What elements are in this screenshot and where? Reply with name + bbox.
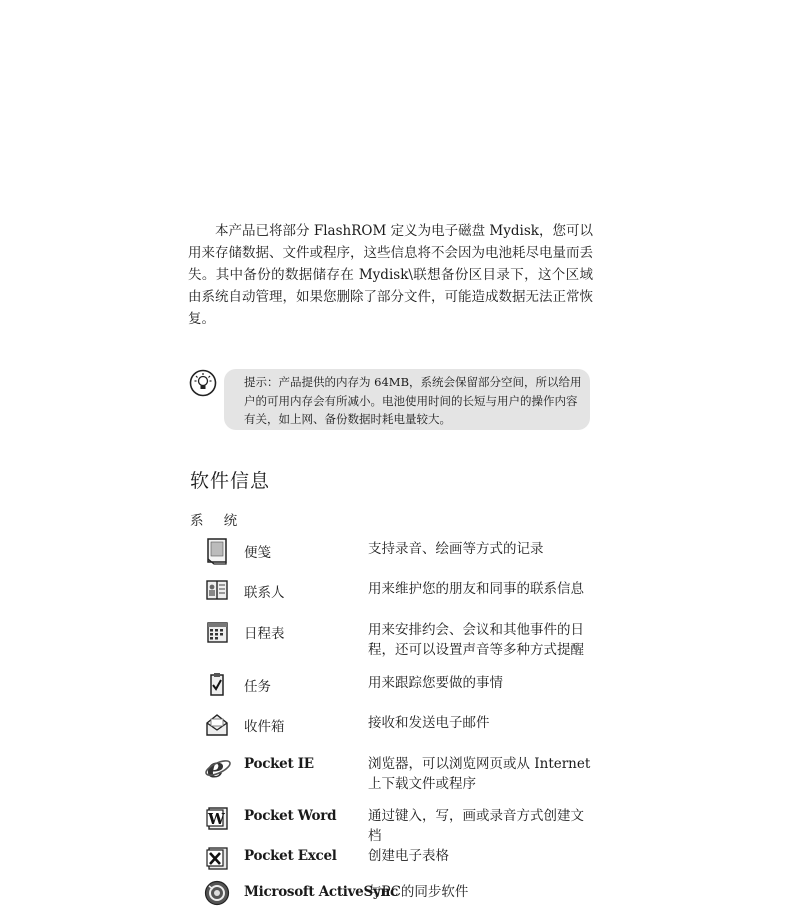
app-desc: 通过键入，写，画或录音方式创建文档: [368, 808, 584, 844]
svg-text:W: W: [208, 810, 225, 828]
app-name: 日程表: [244, 626, 285, 642]
app-desc: 用来安排约会、会议和其他事件的日程，还可以设置声音等多种方式提醒: [368, 622, 584, 658]
notes-icon: [204, 537, 230, 565]
pocket-excel-icon: [204, 844, 230, 872]
app-name: Pocket Word: [244, 808, 337, 824]
app-desc: 创建电子表格: [368, 848, 449, 864]
tip-text: 提示：产品提供的内存为 64MB，系统会保留部分空间，所以给用户的可用内存会有所减小。电池使用时间的长短与用户的操作内容有关，如上网、备份数据时耗电量较大。: [244, 375, 582, 426]
app-name: 收件箱: [244, 719, 285, 735]
app-desc: 接收和发送电子邮件: [368, 715, 490, 731]
activesync-icon: [204, 880, 230, 908]
tip-box: [224, 369, 590, 430]
app-name: 任务: [244, 679, 271, 695]
pocket-word-icon: [204, 804, 230, 832]
pocket-ie-icon: [204, 752, 230, 780]
app-desc: 用来跟踪您要做的事情: [368, 675, 503, 691]
lightbulb-icon: [189, 369, 217, 397]
app-desc: 用来维护您的朋友和同事的联系信息: [368, 581, 584, 597]
app-name: Pocket Excel: [244, 848, 337, 864]
calendar-icon: [204, 618, 230, 646]
app-name: 联系人: [244, 585, 285, 601]
app-name: Microsoft ActiveSync: [244, 884, 398, 900]
svg-text:e: e: [207, 753, 225, 782]
subsection-title: 系 统: [190, 513, 246, 529]
section-title: 软件信息: [190, 470, 271, 492]
app-desc: 支持录音、绘画等方式的记录: [368, 541, 544, 557]
app-name: 便笺: [244, 545, 271, 561]
contacts-icon: [204, 577, 230, 605]
app-desc: 与PC的同步软件: [368, 884, 469, 900]
inbox-icon: [204, 711, 230, 739]
app-desc: 浏览器，可以浏览网页或从 Internet 上下载文件或程序: [368, 756, 591, 792]
tasks-icon: [204, 671, 230, 699]
app-name: Pocket IE: [244, 756, 314, 772]
intro-paragraph: 本产品已将部分 FlashROM 定义为电子磁盘 Mydisk，您可以用来存储数据、文件或程序，这些信息将不会因为电池耗尽电量而丢失。其中备份的数据储存在 Mydisk\联想备份区目录下，这个区域由系统自动管理，如果您删除了部分文件，可能造成数据无法正常恢复。: [188, 223, 593, 327]
